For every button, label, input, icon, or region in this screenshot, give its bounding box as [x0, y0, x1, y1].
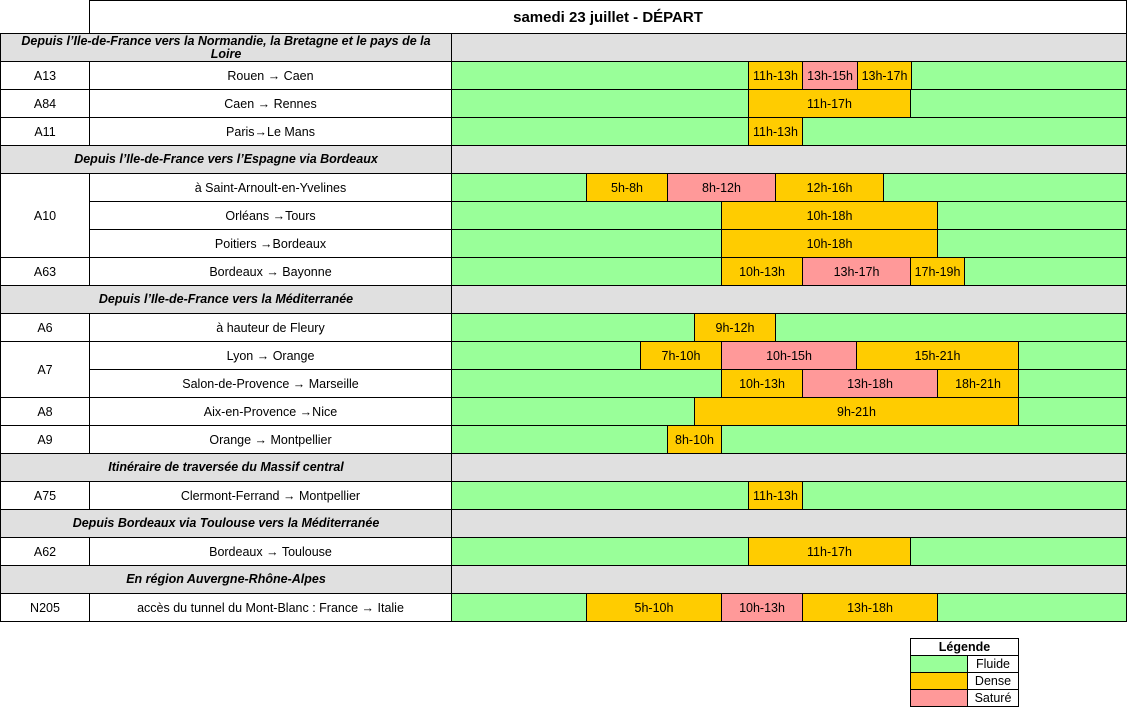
traffic-timeline	[451, 425, 1127, 454]
legend-swatch-sature	[911, 690, 968, 707]
traffic-segment-dense: 8h-10h	[667, 426, 722, 453]
traffic-segment-dense: 5h-10h	[586, 594, 722, 621]
traffic-segment-dense: 10h-18h	[721, 202, 938, 229]
traffic-segment-sature: 10h-13h	[721, 594, 803, 621]
traffic-segment-dense: 9h-12h	[694, 314, 776, 341]
traffic-segment-dense: 10h-13h	[721, 370, 803, 397]
section-heading-band	[451, 145, 1127, 174]
traffic-timeline	[451, 173, 1127, 202]
legend-label-fluide: Fluide	[968, 656, 1019, 673]
traffic-timeline	[451, 369, 1127, 398]
traffic-segment-dense: 11h-13h	[748, 62, 803, 89]
traffic-segment-dense: 12h-16h	[775, 174, 884, 201]
traffic-segment-dense: 9h-21h	[694, 398, 1019, 425]
traffic-segment-dense: 11h-13h	[748, 482, 803, 509]
traffic-segment-dense: 13h-17h	[857, 62, 912, 89]
route-cell: Orange → Montpellier	[89, 425, 452, 454]
route-cell: Clermont-Ferrand → Montpellier	[89, 481, 452, 510]
route-cell: Lyon → Orange	[89, 341, 452, 370]
traffic-segment-dense: 15h-21h	[856, 342, 1019, 369]
page-title: samedi 23 juillet - DÉPART	[89, 0, 1127, 34]
traffic-segment-dense: 11h-17h	[748, 90, 911, 117]
traffic-segment-sature: 13h-18h	[802, 370, 938, 397]
traffic-timeline	[451, 89, 1127, 118]
traffic-timeline	[451, 593, 1127, 622]
legend-label-sature: Saturé	[968, 690, 1019, 707]
traffic-segment-sature: 10h-15h	[721, 342, 857, 369]
traffic-segment-dense: 17h-19h	[910, 258, 965, 285]
route-cell: Aix-en-Provence →Nice	[89, 397, 452, 426]
legend	[910, 638, 1019, 707]
section-heading: Depuis l’Ile-de-France vers la Méditerranée	[0, 285, 452, 314]
traffic-timeline	[451, 313, 1127, 342]
traffic-segment-sature: 13h-17h	[802, 258, 911, 285]
section-heading: En région Auvergne-Rhône-Alpes	[0, 565, 452, 594]
road-number-cell: A8	[0, 397, 90, 426]
legend-swatch-dense	[911, 673, 968, 690]
traffic-segment-dense: 11h-17h	[748, 538, 911, 565]
section-heading: Itinéraire de traversée du Massif central	[0, 453, 452, 482]
section-heading-band	[451, 33, 1127, 62]
traffic-segment-dense: 7h-10h	[640, 342, 722, 369]
road-number-cell: A7	[0, 341, 90, 398]
route-cell: Salon-de-Provence → Marseille	[89, 369, 452, 398]
road-number-cell: A63	[0, 257, 90, 286]
traffic-timeline	[451, 201, 1127, 230]
route-cell: à hauteur de Fleury	[89, 313, 452, 342]
route-cell: Rouen → Caen	[89, 61, 452, 90]
route-cell: Bordeaux → Toulouse	[89, 537, 452, 566]
section-heading: Depuis l’Ile-de-France vers l’Espagne via Bordeaux	[0, 145, 452, 174]
road-number-cell: A6	[0, 313, 90, 342]
road-number-cell: A84	[0, 89, 90, 118]
traffic-segment-dense: 10h-18h	[721, 230, 938, 257]
traffic-segment-dense: 18h-21h	[937, 370, 1019, 397]
traffic-timeline	[451, 537, 1127, 566]
road-number-cell: A10	[0, 173, 90, 258]
road-number-cell: A11	[0, 117, 90, 146]
section-heading: Depuis l’Ile-de-France vers la Normandie, la Bretagne et le pays de la Loire	[0, 33, 452, 62]
traffic-segment-sature: 13h-15h	[802, 62, 858, 89]
route-cell: Orléans →Tours	[89, 201, 452, 230]
section-heading-band	[451, 509, 1127, 538]
route-cell: Bordeaux → Bayonne	[89, 257, 452, 286]
road-number-cell: A9	[0, 425, 90, 454]
traffic-segment-dense: 5h-8h	[586, 174, 668, 201]
route-cell: Paris→Le Mans	[89, 117, 452, 146]
section-heading-band	[451, 453, 1127, 482]
section-heading: Depuis Bordeaux via Toulouse vers la Méditerranée	[0, 509, 452, 538]
road-number-cell: A13	[0, 61, 90, 90]
traffic-segment-dense: 10h-13h	[721, 258, 803, 285]
traffic-timeline	[451, 61, 1127, 90]
route-cell: Poitiers →Bordeaux	[89, 229, 452, 258]
traffic-timeline	[451, 397, 1127, 426]
traffic-segment-dense: 11h-13h	[748, 118, 803, 145]
route-cell: accès du tunnel du Mont-Blanc : France → Italie	[89, 593, 452, 622]
traffic-timeline	[451, 229, 1127, 258]
section-heading-band	[451, 565, 1127, 594]
traffic-timeline	[451, 257, 1127, 286]
traffic-timeline	[451, 341, 1127, 370]
legend-swatch-fluide	[911, 656, 968, 673]
traffic-timeline	[451, 117, 1127, 146]
road-number-cell: A75	[0, 481, 90, 510]
traffic-segment-sature: 8h-12h	[667, 174, 776, 201]
road-number-cell: A62	[0, 537, 90, 566]
route-cell: Caen → Rennes	[89, 89, 452, 118]
traffic-segment-dense: 13h-18h	[802, 594, 938, 621]
route-cell: à Saint-Arnoult-en-Yvelines	[89, 173, 452, 202]
road-number-cell: N205	[0, 593, 90, 622]
legend-title: Légende	[911, 639, 1019, 656]
section-heading-band	[451, 285, 1127, 314]
traffic-timeline	[451, 481, 1127, 510]
legend-label-dense: Dense	[968, 673, 1019, 690]
